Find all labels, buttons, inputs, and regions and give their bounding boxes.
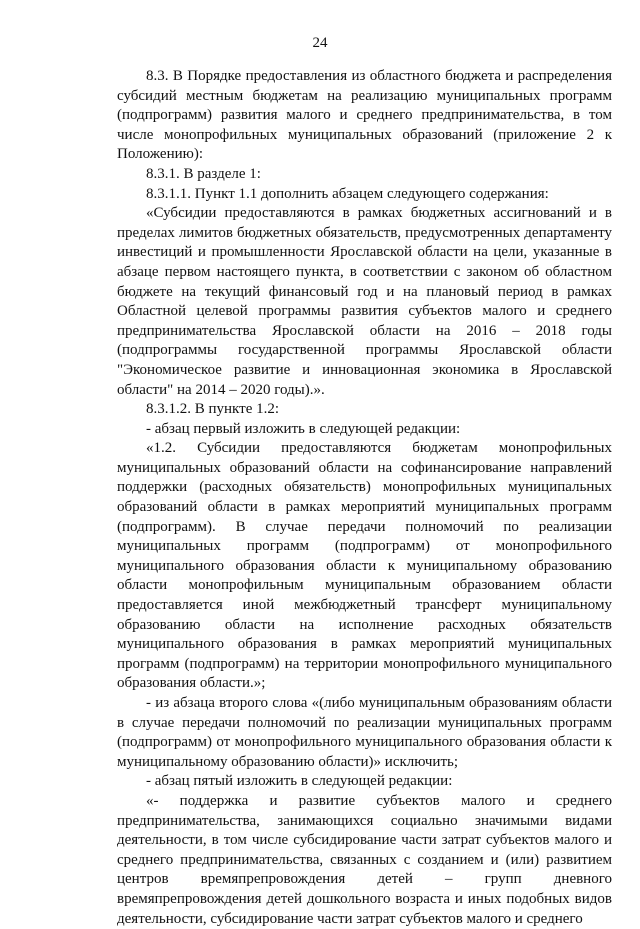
paragraph-first-abzac: - абзац первый изложить в следующей редакции: bbox=[146, 420, 461, 437]
paragraph-8-3-1-1: 8.3.1.1. Пункт 1.1 дополнить абзацем следующего содержания: bbox=[146, 185, 549, 202]
paragraph-fifth-abzac: - абзац пятый изложить в следующей редакции: bbox=[146, 773, 453, 790]
paragraph-8-3: 8.3. В Порядке предоставления из областного бюджета и распределения субсидий местным бюджетам на реализацию муниципальных программ (подпрограмм) развития малого и среднего предпринимательства, в том числе монопрофильных муниципальных образований (приложение 2 к Положению): bbox=[117, 68, 612, 163]
paragraph-8-3-1-2: 8.3.1.2. В пункте 1.2: bbox=[146, 401, 280, 418]
paragraph-quote-subsidies: «Субсидии предоставляются в рамках бюджетных ассигнований и в пределах лимитов бюджетных обязательств, предусмотренных департаменту инвестиций и промышленности Ярославской области на цели, указанные в абзаце первом настоящего пункта, в соответствии с законом об областном бюджете на текущий финансовый год и на плановый период в рамках Областной целевой программы развития субъектов малого и среднего предпринимательства Ярославской области на 2016 – 2018 годы (подпрограммы государственной программы Ярославской области "Экономическое развитие и инновационная экономика в Ярославской области" на 2014 – 2020 годы).». bbox=[117, 205, 612, 398]
paragraph-second-abzac: - из абзаца второго слова «(либо муниципальным образованиям области в случае передачи полномочий по реализации муниципальных программ (подпрограмм) от монопрофильного муниципального образования области к муниципальному образованию области)» исключить; bbox=[117, 695, 612, 770]
page-number: 24 bbox=[312, 35, 328, 51]
document-body bbox=[117, 67, 612, 929]
paragraph-8-3-1: 8.3.1. В разделе 1: bbox=[146, 165, 261, 182]
paragraph-quote-1-2: «1.2. Субсидии предоставляются бюджетам монопрофильных муниципальных образований области на софинансирование направлений поддержки (расходных обязательств) монопрофильных муниципальных образований области в рамках мероприятий муниципальных программ (подпрограмм). В случае передачи полномочий по реализации муниципальных программ (подпрограмм) от монопрофильного муниципального образования области к муниципальному образованию области монопрофильным муниципальным образованием области предоставляется иной межбюджетный трансферт муниципальному образованию области на исполнение расходных обязательств муниципального образования в рамках мероприятий муниципальных программ (подпрограмм) на территории монопрофильного муниципального образования области.»; bbox=[117, 440, 612, 692]
paragraph-quote-support: «- поддержка и развитие субъектов малого и среднего предпринимательства, занимающихся социально значимыми видами деятельности, в том числе субсидирование части затрат субъектов малого и среднего предпринимательства, связанных с созданием и (или) развитием центров времяпрепровождения детей – групп дневного времяпрепровождения детей дошкольного возраста и иных подобных видов деятельности, субсидирование части затрат субъектов малого и среднего bbox=[117, 792, 612, 927]
